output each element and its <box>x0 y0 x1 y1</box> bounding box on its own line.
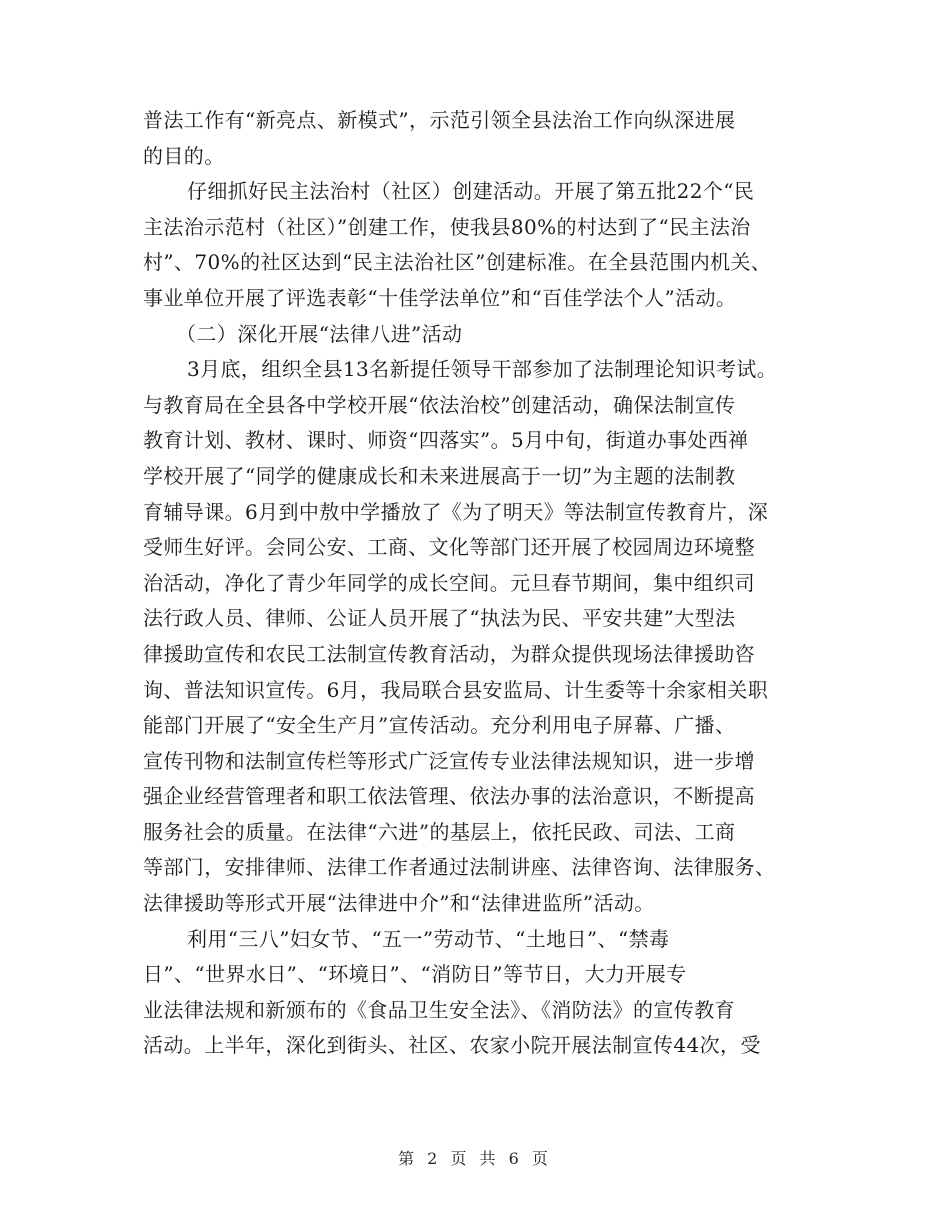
text-line: 法律援助等形式开展“法律进中介”和“法律进监所”活动。 <box>143 891 655 916</box>
paragraph-democratic-villages <box>143 174 823 316</box>
text-line: 事业单位开展了评选表彰“十佳学法单位”和“百佳学法个人”活动。 <box>143 285 737 310</box>
text-line: 的目的。 <box>143 143 225 168</box>
text-line: 村”、70%的社区达到“民主法治社区”创建标准。在全县范围内机关、 <box>143 250 772 275</box>
text-line: 利用“三八”妇女节、“五一”劳动节、“土地日”、“禁毒 <box>187 926 670 951</box>
text-line: 询、普法知识宣传。6月，我局联合县安监局、计生委等十余家相关职 <box>143 677 769 702</box>
page-number-footer: 第 2 页 共 6 页 <box>398 1149 552 1168</box>
text-line: 业法律法规和新颁布的《食品卫生安全法》、《消防法》的宣传教育 <box>143 997 735 1022</box>
text-line: 服务社会的质量。在法律“六进”的基层上，依托民政、司法、工商 <box>143 819 736 844</box>
section-heading-text: （二）深化开展“法律八进”活动 <box>176 321 463 346</box>
text-line: 仔细抓好民主法治村（社区）创建活动。开展了第五批22个“民 <box>187 179 755 204</box>
paragraph-law-eight-entries <box>143 352 823 922</box>
paragraph-festival-campaigns <box>143 922 823 1064</box>
paragraph-continuation <box>143 103 823 174</box>
text-line: 强企业经营管理者和职工依法管理、依法办事的法治意识，不断提高 <box>143 784 755 809</box>
document-body <box>143 103 823 1064</box>
text-line: 普法工作有“新亮点、新模式”，示范引领全县法治工作向纵深进展 <box>143 108 736 132</box>
text-line: 学校开展了“同学的健康成长和未来进展高于一切”为主题的法制教 <box>143 463 736 488</box>
text-line: 主法治示范村（社区）”创建工作，使我县80%的村达到了“民主法治 <box>143 214 751 239</box>
text-line: 能部门开展了“安全生产月”宣传活动。充分利用电子屏幕、广播、 <box>143 713 736 738</box>
text-line: 日”、“世界水日”、“环境日”、“消防日”等节日，大力开展专 <box>143 962 687 987</box>
section-heading <box>143 317 823 353</box>
text-line: 育辅导课。6月到中敖中学播放了《为了明天》等法制宣传教育片，深 <box>143 499 769 524</box>
text-line: 活动。上半年，深化到街头、社区、农家小院开展法制宣传44次，受 <box>143 1033 761 1058</box>
text-line: 宣传刊物和法制宣传栏等形式广泛宣传专业法律法规知识，进一步增 <box>143 748 755 773</box>
text-line: 治活动，净化了青少年同学的成长空间。元旦春节期间，集中组织司 <box>143 570 755 595</box>
text-line: 法行政人员、律师、公证人员开展了“执法为民、平安共建”大型法 <box>143 606 736 631</box>
text-line: 教育计划、教材、课时、师资“四落实”。5月中旬，街道办事处西禅 <box>143 428 749 453</box>
text-line: 3月底，组织全县13名新提任领导干部参加了法制理论知识考试。 <box>187 357 778 382</box>
text-line: 与教育局在全县各中学校开展“依法治校”创建活动，确保法制宣传 <box>143 392 736 417</box>
text-line: 律援助宣传和农民工法制宣传教育活动，为群众提供现场法律援助咨 <box>143 641 755 666</box>
text-line: 等部门，安排律师、法律工作者通过法制讲座、法律咨询、法律服务、 <box>143 855 776 880</box>
text-line: 受师生好评。会同公安、工商、文化等部门还开展了校园周边环境整 <box>143 535 755 560</box>
